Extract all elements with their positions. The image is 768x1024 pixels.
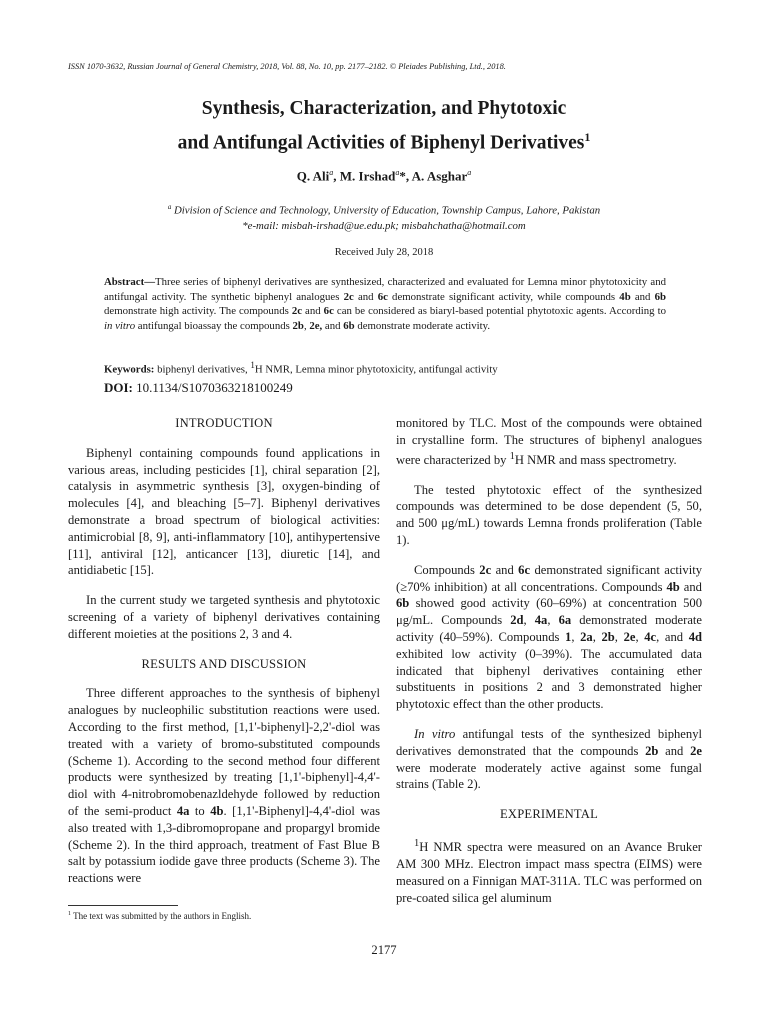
section-heading-results: RESULTS AND DISCUSSION [141, 656, 307, 671]
author-list: Q. Ali$^a$, M. Irshad$^a$*, A. Asghar$^a$ [296, 168, 472, 184]
results-paragraph-1: Three different approaches to the synthesis of biphenyl analogues by nucleophilic substitution reactions were used. According to the first method, [1,1'-biphenyl]-2,2'-diol was treated with a variety of bromo-substituted compounds (Scheme 1). According to the second method four different products were synthesized by treating [1,1'-biphenyl]-4,4'-diol with 4-nitrobromobenazldehyde followed by reduction of the semi-product 4a to 4b. [1,1'-Biphenyl]-4,4'-diol was also treated with 1,3-dibromopropane and propargyl bromide (Scheme 2). In the third approach, treatment of Fast Blue B salt by potassium iodide gave three products (Scheme 3). The reactions were [68, 686, 380, 886]
title-line-1: Synthesis, Characterization, and Phytotoxic [201, 98, 567, 119]
page-number: 2177 [371, 943, 397, 957]
author-1: Q. Ali [296, 168, 330, 184]
article-title [0, 95, 768, 158]
received-date: Received July 28, 2018 [334, 247, 434, 258]
title-footnote-mark: 1 [584, 130, 591, 144]
abstract: Abstract—Three series of biphenyl derivatives are synthesized, characterized and evaluated for Lemna minor phytotoxicity and antifungal activity. The synthetic biphenyl analogues 2c and 6c demonstrate significant activity, while compounds 4b and 6b demonstrate high activity. The compounds 2c and 6c can be considered as biaryl-based potential phytotoxic agents. According to in vitro antifungal bioassay the compounds 2b, 2e, and 6b demonstrate moderate activity. [104, 276, 666, 332]
intro-paragraph-2: In the current study we targeted synthesis and phytotoxic screening of a variety of biphenyl derivatives containing different moieties at the positions 2, 3 and 4. [68, 593, 380, 641]
email-line: *e-mail: misbah-irshad@ue.edu.pk; misbahchatha@hotmail.com [242, 219, 526, 232]
right-paragraph-0: monitored by TLC. Most of the compounds were obtained in crystalline form. The structures of biphenyl analogues were characterized by $^1$H NMR and mass spectrometry. [396, 416, 702, 467]
author-3: A. Asghar [411, 168, 468, 184]
journal-header: ISSN 1070-3632, Russian Journal of General Chemistry, 2018, Vol. 88, No. 10, pp. 2177–2182. © Pleiades Publishing, Ltd., 2018. [68, 62, 506, 71]
intro-paragraph-1: Biphenyl containing compounds found applications in various areas, including pesticides [1], chiral separation [2], catalysis in asymmetric synthesis [3], oxygen-binding of molecules [4], and bleaching [5–7]. Biphenyl derivatives demonstrate a broad spectrum of biological activities: antimicrobial [8, 9], anti-inflammatory [10], antihypertensive [11], antiviral [12], anticancer [13], diuretic [14], and antidiabetic [15]. [68, 445, 380, 578]
keywords: Keywords: biphenyl derivatives, $^1$H NMR, Lemna minor phytotoxicity, antifungal activity [104, 360, 498, 376]
experimental-paragraph-1: $^1$H NMR spectra were measured on an Avance Bruker AM 300 MHz. Electron impact mass spectra (EIMS) were measured on a Finnigan MAT-311A. TLC was performed on pre-coated silica gel aluminum [396, 837, 702, 905]
footnote: $^1$ The text was submitted by the authors in English. [68, 911, 252, 921]
right-paragraph-3: In vitro antifungal tests of the synthesized biphenyl derivatives demonstrated that the compounds 2b and 2e were moderate moderately active against some fungal strains (Table 2). [396, 726, 702, 792]
affiliation [0, 200, 768, 234]
author-2: M. Irshad [339, 168, 396, 184]
affiliation-line: $^a$ Division of Science and Technology, University of Education, Township Campus, Lahore, Pakistan [167, 203, 601, 217]
left-column [68, 415, 380, 887]
right-column [396, 415, 702, 906]
section-heading-experimental: EXPERIMENTAL [500, 807, 598, 822]
section-heading-introduction: INTRODUCTION [175, 416, 273, 430]
title-line-2: and Antifungal Activities of Biphenyl Derivatives$^1$ [177, 130, 591, 154]
right-paragraph-1: The tested phytotoxic effect of the synthesized compounds was determined to be dose dependent (5, 50, and 500 μg/mL) towards Lemna fronds proliferation (Table 1). [396, 482, 702, 547]
doi-link[interactable]: 10.1134/S1070363218100249 [132, 380, 293, 395]
doi: DOI: 10.1134/S1070363218100249 [104, 380, 293, 395]
footnote-divider [68, 905, 178, 906]
right-paragraph-2: Compounds 2c and 6c demonstrated significant activity (≥70% inhibition) at all concentrations. Compounds 4b and 6b showed good activity (60–69%) at concentration 500 μg/mL. Compounds 2d, 4a, 6a demonstrated moderate activity (40–59%). Compounds 1, 2a, 2b, 2e, 4c, and 4d exhibited low activity (0–39%). The accumulated data indicated that biphenyl derivatives containing ether substituents in positions 2 and 3 demonstrated higher phytotoxic effect than the other products. [396, 562, 703, 712]
